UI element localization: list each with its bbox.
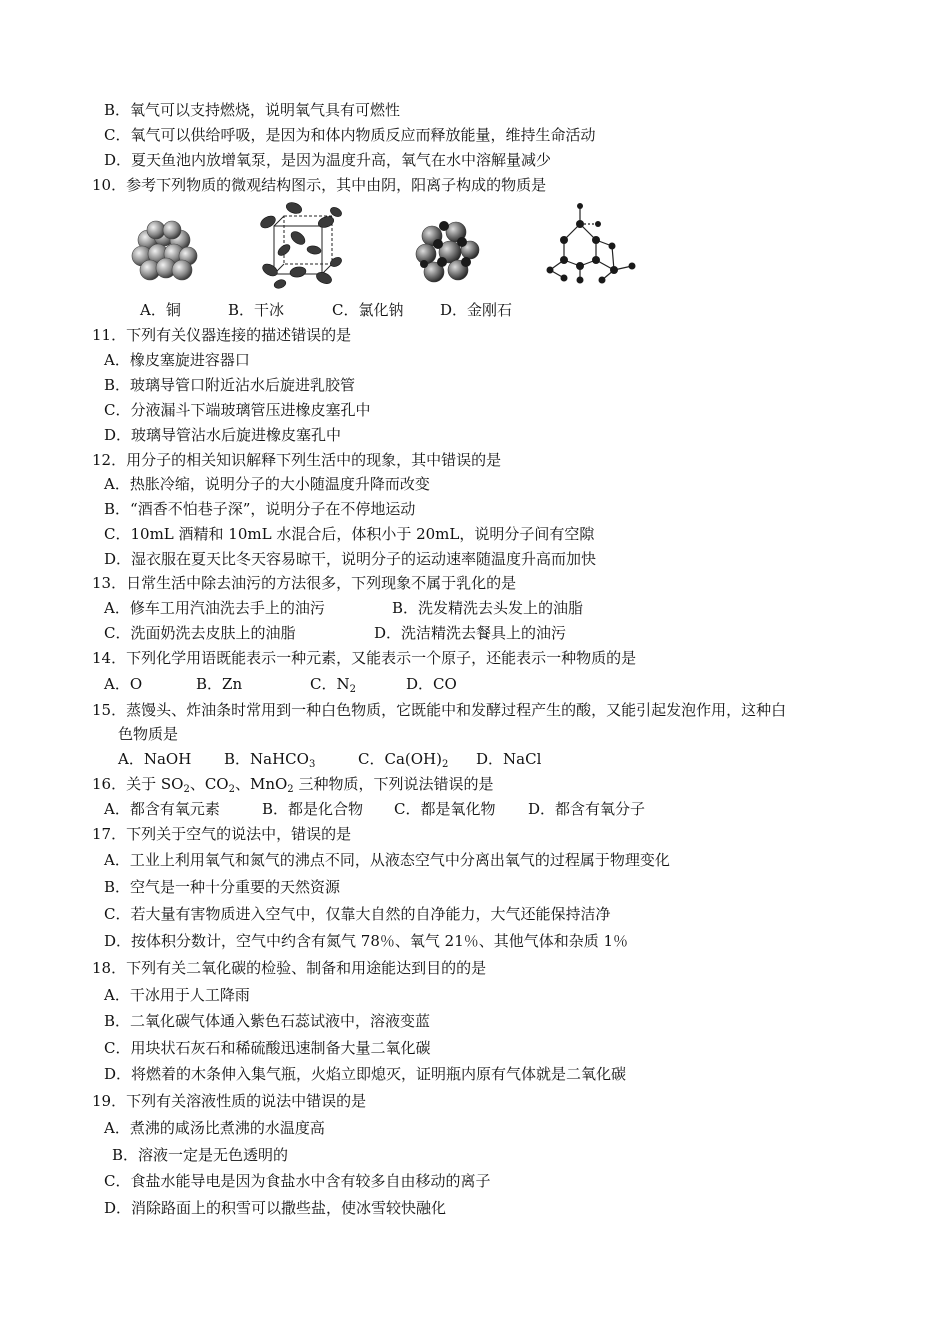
diamond-structure-icon — [542, 200, 654, 292]
q10-option-c: C．氯化钠 — [332, 301, 404, 319]
q14-option-a: A．O — [104, 675, 143, 693]
q9-option-c: C．氧气可以供给呼吸，是因为和体内物质反应而释放能量，维持生命活动 — [104, 126, 596, 144]
q15-option-c-subscript: 2 — [441, 759, 449, 770]
sodium-chloride-structure-icon — [412, 200, 482, 292]
q9-option-b: B．氧气可以支持燃烧，说明氧气具有可燃性 — [104, 101, 401, 119]
q19-option-c: C．食盐水能导电是因为食盐水中含有较多自由移动的离子 — [104, 1172, 491, 1190]
copper-structure-icon — [128, 200, 198, 292]
q10-figure-row — [104, 200, 664, 292]
q10-option-b: B．干冰 — [228, 301, 285, 319]
q16-option-d: D．都含有氧分子 — [528, 800, 646, 818]
q15-option-b — [224, 749, 315, 769]
q17-option-c: C．若大量有害物质进入空气中，仅靠大自然的自净能力，大气还能保持洁净 — [104, 905, 611, 923]
q16-stem-part1: 16．关于 SO — [92, 775, 184, 793]
q16-stem-part3: 、MnO — [234, 775, 288, 793]
q17-option-a: A．工业上利用氧气和氮气的沸点不同，从液态空气中分离出氧气的过程属于物理变化 — [104, 851, 670, 869]
q14-option-c — [310, 674, 356, 694]
q17-option-b: B．空气是一种十分重要的天然资源 — [104, 878, 341, 896]
q11-option-b: B．玻璃导管口附近沾水后旋进乳胶管 — [104, 376, 356, 394]
q14-option-c-subscript: 2 — [349, 684, 356, 695]
q13-option-b: B．洗发精洗去头发上的油脂 — [392, 599, 584, 617]
q15-option-b-text: B．NaHCO — [224, 750, 309, 768]
q11-option-d: D．玻璃导管沾水后旋进橡皮塞孔中 — [104, 426, 342, 444]
q13-stem: 13．日常生活中除去油污的方法很多，下列现象不属于乳化的是 — [92, 574, 517, 592]
dry-ice-structure-icon — [254, 200, 344, 292]
q11-option-a: A．橡皮塞旋进容器口 — [104, 351, 250, 369]
q16-option-a: A．都含有氧元素 — [104, 800, 220, 818]
q16-option-c: C．都是氧化物 — [394, 800, 496, 818]
q19-option-d: D．消除路面上的积雪可以撒些盐，使冰雪较快融化 — [104, 1199, 447, 1217]
q19-stem: 19．下列有关溶液性质的说法中错误的是 — [92, 1092, 367, 1110]
q18-stem: 18．下列有关二氧化碳的检验、制备和用途能达到目的的是 — [92, 959, 487, 977]
q14-stem: 14．下列化学用语既能表示一种元素，又能表示一个原子，还能表示一种物质的是 — [92, 649, 637, 667]
q9-option-d: D．夏天鱼池内放增氧泵，是因为温度升高，氧气在水中溶解量减少 — [104, 151, 552, 169]
q15-option-c — [358, 749, 448, 769]
q13-option-d: D．洗洁精洗去餐具上的油污 — [374, 624, 567, 642]
q12-stem: 12．用分子的相关知识解释下列生活中的现象，其中错误的是 — [92, 451, 502, 469]
q12-option-d: D．湿衣服在夏天比冬天容易晾干，说明分子的运动速率随温度升高而加快 — [104, 550, 597, 568]
q10-stem: 10．参考下列物质的微观结构图示，其中由阴，阳离子构成的物质是 — [92, 176, 547, 194]
q16-option-b: B．都是化合物 — [262, 800, 364, 818]
q14-option-b: B．Zn — [196, 675, 243, 693]
q12-option-c: C．10mL 酒精和 10mL 水混合后，体积小于 20mL，说明分子间有空隙 — [104, 525, 595, 543]
q18-option-a: A．干冰用于人工降雨 — [104, 986, 250, 1004]
q15-stem-line2: 色物质是 — [118, 725, 179, 743]
q15-stem-line1: 15．蒸馒头、炸油条时常用到一种白色物质，它既能中和发酵过程产生的酸，又能引起发泡作用，这种白 — [92, 701, 787, 719]
q16-stem-part2: 、CO — [189, 775, 229, 793]
q15-option-d: D．NaCl — [476, 750, 542, 768]
q19-option-a: A．煮沸的咸汤比煮沸的水温度高 — [104, 1119, 325, 1137]
q16-stem-sub3: 2 — [287, 784, 294, 795]
q11-stem: 11．下列有关仪器连接的描述错误的是 — [92, 326, 352, 344]
q17-stem: 17．下列关于空气的说法中，错误的是 — [92, 825, 352, 843]
q15-option-a: A．NaOH — [118, 750, 192, 768]
q14-option-d: D．CO — [406, 675, 457, 693]
q15-option-b-subscript: 3 — [308, 759, 316, 770]
q10-option-a: A．铜 — [140, 301, 181, 319]
q12-option-a: A．热胀冷缩，说明分子的大小随温度升降而改变 — [104, 475, 430, 493]
q18-option-d: D．将燃着的木条伸入集气瓶，火焰立即熄灭，证明瓶内原有气体就是二氧化碳 — [104, 1065, 627, 1083]
q13-option-a: A．修车工用汽油洗去手上的油污 — [104, 599, 325, 617]
q18-option-b: B．二氧化碳气体通入紫色石蕊试液中，溶液变蓝 — [104, 1012, 431, 1030]
q17-option-d: D．按体积分数计，空气中约含有氮气 78％、氧气 21％、其他气体和杂质 1％ — [104, 932, 629, 950]
q16-stem-sub2: 2 — [228, 784, 235, 795]
q14-option-c-text: C．N — [310, 675, 350, 693]
q16-stem-part4: 三种物质，下列说法错误的是 — [293, 775, 494, 793]
q12-option-b: B．“酒香不怕巷子深”，说明分子在不停地运动 — [104, 500, 416, 518]
q13-option-c: C．洗面奶洗去皮肤上的油脂 — [104, 624, 296, 642]
q16-stem — [92, 774, 493, 794]
q16-stem-sub1: 2 — [183, 784, 190, 795]
q10-option-d: D．金刚石 — [440, 301, 513, 319]
q11-option-c: C．分液漏斗下端玻璃管压进橡皮塞孔中 — [104, 401, 371, 419]
q15-option-c-text: C．Ca(OH) — [358, 750, 442, 768]
q19-option-b: B．溶液一定是无色透明的 — [112, 1146, 289, 1164]
q18-option-c: C．用块状石灰石和稀硫酸迅速制备大量二氧化碳 — [104, 1039, 431, 1057]
